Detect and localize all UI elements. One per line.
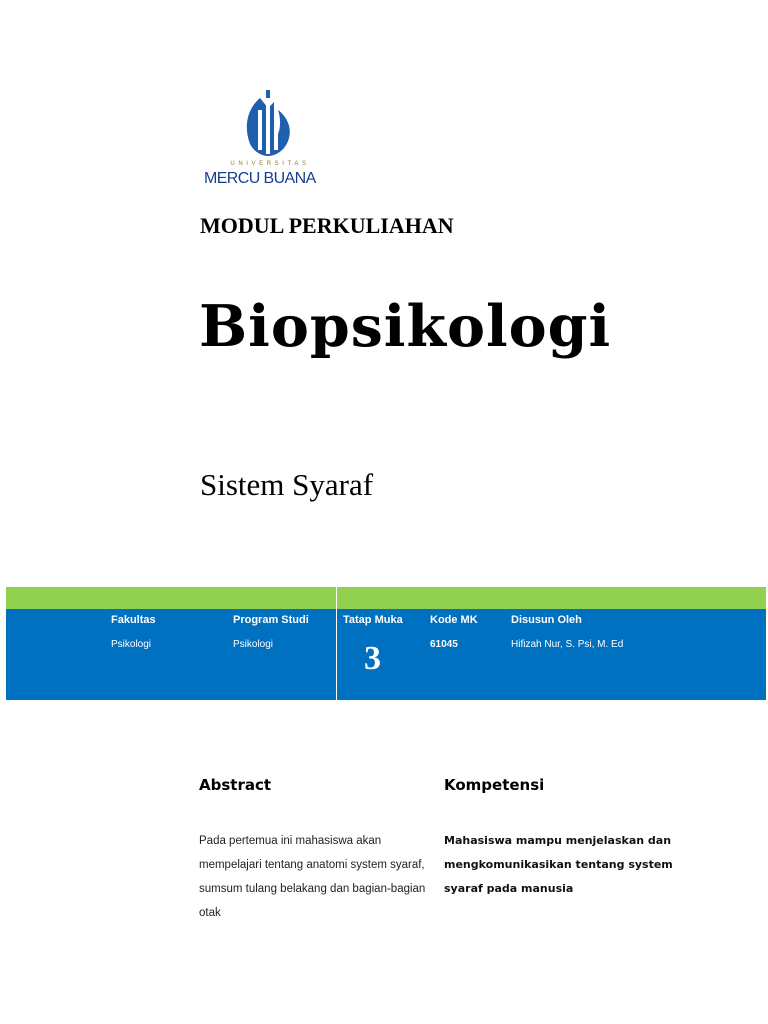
university-logo (198, 88, 334, 193)
mercu-buana-emblem-icon (198, 88, 334, 160)
program-studi-value: Psikologi (233, 639, 274, 650)
fakultas-value: Psikologi (111, 639, 152, 650)
course-title: Biopsikologi (199, 293, 612, 360)
disusun-oleh-label: Disusun Oleh (511, 614, 582, 626)
kode-mk-label: Kode MK (430, 614, 478, 626)
module-label: MODUL PERKULIAHAN (200, 213, 454, 238)
info-band-divider (336, 587, 337, 700)
topic-title: Sistem Syaraf (200, 467, 374, 502)
tatap-muka-label: Tatap Muka (343, 614, 403, 626)
disusun-oleh-value: Hifizah Nur, S. Psi, M. Ed (511, 639, 624, 650)
program-studi-label: Program Studi (233, 614, 309, 626)
logo-university-name: MERCU BUANA (204, 170, 316, 187)
info-band-green-strip (6, 587, 766, 609)
kompetensi-heading: Kompetensi (444, 776, 545, 794)
kompetensi-text: Mahasiswa mampu menjelaskan dan mengkomunikasikan tentang system syaraf pada manusia (444, 834, 673, 895)
abstract-text: Pada pertemua ini mahasiswa akan mempelajari tentang anatomi system syaraf, sumsum tulang belakang dan bagian-bagian otak (199, 835, 426, 919)
abstract-heading: Abstract (199, 776, 272, 794)
logo-university-label: UNIVERSITAS (230, 161, 310, 167)
fakultas-label: Fakultas (111, 614, 156, 626)
tatap-muka-value: 3 (364, 640, 381, 677)
kode-mk-value: 61045 (430, 639, 458, 650)
